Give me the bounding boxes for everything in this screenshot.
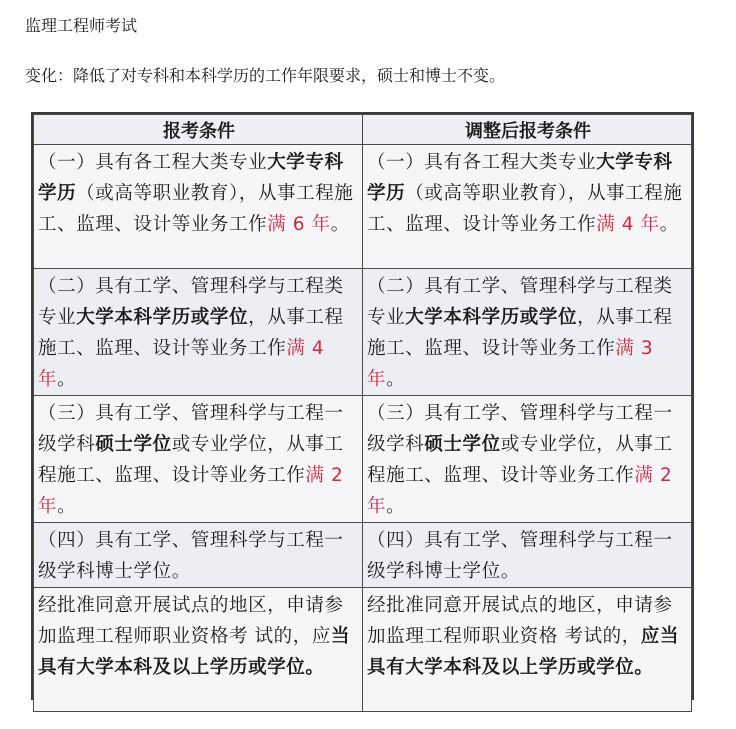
cell-text-run: ，从事工程施工、监理、设计等业务工作: [38, 307, 344, 359]
cell-after-row-4: [363, 523, 692, 588]
cell-text-run: （四）具有工学、管理科学与工程一级学科博士学位。: [38, 530, 344, 582]
table-row-3: [34, 396, 692, 523]
cell-text-run: 或专业学位，从事工程施工、监理、设计等业务工作: [38, 434, 344, 486]
cell-before-row-3: [34, 396, 363, 523]
cell-after-row-2: [363, 269, 692, 396]
cell-text-run: 硕士学位: [424, 434, 501, 455]
cell-text-run: 。: [330, 214, 350, 235]
header-before: 报考条件: [34, 115, 363, 145]
table-row-5: [34, 588, 692, 712]
cell-text-run: 或专业学位，从事工程施工、监理、设计等业务工作: [367, 434, 673, 486]
cell-after-row-3: [363, 396, 692, 523]
cell-text-run: 硕士学位: [95, 434, 172, 455]
cell-text-run: （三）具有工学、管理科学与工程一级学科: [367, 403, 673, 455]
cell-text-run: 满 4 年: [38, 338, 325, 390]
cell-text-run: ，从事工程施工、监理、设计等业务工作: [367, 307, 673, 359]
cell-text-run: 。: [659, 214, 679, 235]
cell-before-row-1: [34, 145, 363, 269]
table-row-1: [34, 145, 692, 269]
cell-text-run: （或高等职业教育），从事工程施工、监理、设计等业务工作: [367, 183, 683, 235]
cell-before-row-2: [34, 269, 363, 396]
cell-text-run: 。: [386, 369, 406, 390]
cell-before-row-4: [34, 523, 363, 588]
change-note: 变化：降低了对专科和本科学历的工作年限要求，硕士和博士不变。: [25, 66, 506, 85]
cell-after-row-1: [363, 145, 692, 269]
cell-text-run: 大学本科学历或学位: [405, 307, 578, 328]
header-after: 调整后报考条件: [363, 115, 692, 145]
cell-text-run: 满 2 年: [38, 465, 344, 517]
cell-text-run: 经批准同意开展试点的地区，申请参加监理工程师职业资格 考试的，: [367, 595, 673, 647]
cell-text-run: 。: [57, 369, 77, 390]
cell-text-run: 大学本科学历或学位: [76, 307, 249, 328]
cell-text-run: 满 2 年: [367, 465, 673, 517]
cell-text-run: 。: [386, 496, 406, 517]
cell-text-run: 经批准同意开展试点的地区，申请参加监理工程师职业资格考 试的，应: [38, 595, 344, 647]
cell-text-run: （一）具有各工程大类专业: [38, 152, 268, 173]
cell-text-run: 应当具有大学本科及以上学历或学位。: [367, 626, 680, 678]
cell-text-run: （四）具有工学、管理科学与工程一级学科博士学位。: [367, 530, 673, 582]
cell-text-run: （二）具有工学、管理科学与工程类专业: [38, 276, 344, 328]
cell-text-run: 满 3 年: [367, 338, 654, 390]
comparison-table: [31, 112, 694, 700]
cell-before-row-5: [34, 588, 363, 712]
cell-text-run: 大学专科学历: [367, 152, 673, 204]
table-header-row: [34, 115, 692, 145]
cell-after-row-5: [363, 588, 692, 712]
table-row-4: [34, 523, 692, 588]
page-title: 监理工程师考试: [25, 16, 138, 35]
cell-text-run: 满 4 年: [596, 214, 660, 235]
cell-text-run: 当具有大学本科及以上学历或学位。: [38, 626, 351, 678]
cell-text-run: 大学专科学历: [38, 152, 344, 204]
cell-text-run: （二）具有工学、管理科学与工程类专业: [367, 276, 673, 328]
table-row-2: [34, 269, 692, 396]
cell-text-run: 满 6 年: [267, 214, 331, 235]
cell-text-run: 。: [57, 496, 77, 517]
cell-text-run: （一）具有各工程大类专业: [367, 152, 597, 173]
cell-text-run: （三）具有工学、管理科学与工程一级学科: [38, 403, 344, 455]
cell-text-run: （或高等职业教育），从事工程施工、监理、设计等业务工作: [38, 183, 354, 235]
